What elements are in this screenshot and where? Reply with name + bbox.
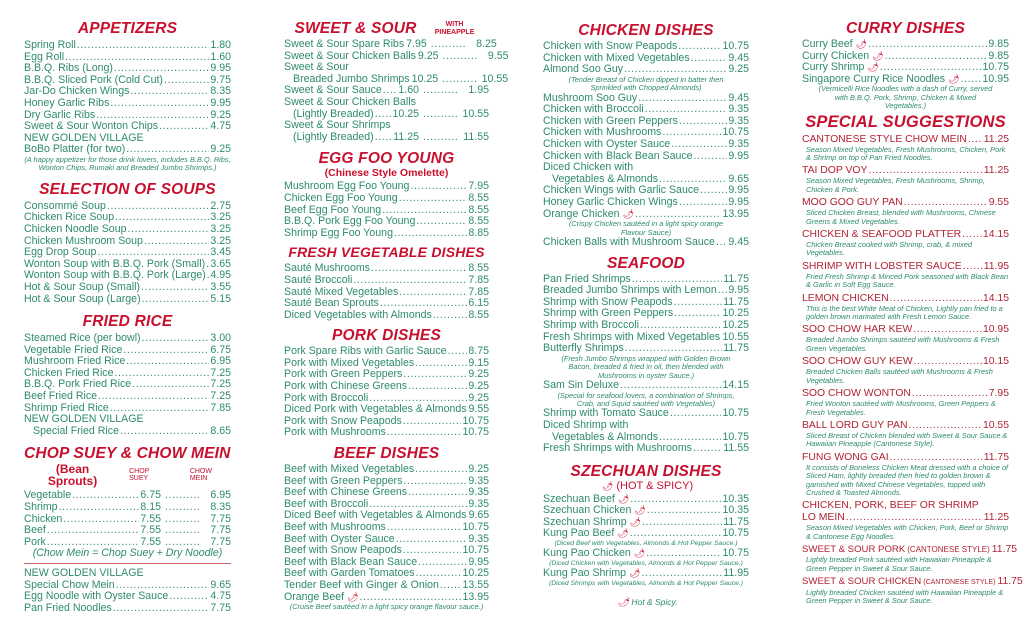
item-note: (Tender Breast of Chicken dipped in batter then Sprinkled with Chopped Almonds) <box>568 74 724 93</box>
section-title-fried-rice: FRIED RICE <box>82 313 173 331</box>
menu-item: Vegetable ..... 6.75 ..... 6.95 <box>24 490 231 502</box>
menu-item: Sweet & Sour Sauce ..... 1.60 ..... 1.95 <box>284 85 489 97</box>
appetizers-list <box>24 40 231 173</box>
item-note: Fried Fresh Shrimp & Minced Pork seasoned with Black Bean & Garlic in Soft Egg Sauce. <box>806 271 1009 290</box>
item-note: (Diced Beef with Vegetables, Almonds & Hot Pepper Sauce.) <box>554 540 738 548</box>
item-note: Sliced Chicken Breast, blended with Mushrooms, Chinese Greens & Mixed Vegetables. <box>806 208 996 226</box>
section-title-vegetable: FRESH VEGETABLE DISHES <box>288 244 485 261</box>
col-header-chow-mein: CHOW MEIN <box>189 468 212 483</box>
menu-item: SOO CHOW GUY KEW ..... 10.15 <box>802 356 1009 368</box>
menu-item: Egg Noodle with Oyster Sauce ..... 4.75 <box>24 591 231 603</box>
menu-item: Spring Roll ..... 1.80 <box>24 40 231 52</box>
menu-item: Vegetable Fried Rice ..... 6.75 <box>24 345 231 357</box>
item-note: (Special for seafood lovers, a combination of Shrimps, Crab, and Squid sautéed with Vegetables) <box>557 390 735 408</box>
menu-item: Fresh Shrimps with Mixed Vegetables ..... 10.55 <box>543 332 749 344</box>
menu-item: Beef with Snow Peapods ..... 10.75 <box>284 545 489 557</box>
menu-item: Shrimp Egg Foo Young ..... 8.85 <box>284 228 489 240</box>
menu-item: Shrimp with Snow Peapods ..... 11.75 <box>543 297 749 309</box>
menu-item: BALL LORD GUY PAN ..... 10.55 <box>802 420 1009 432</box>
menu-item: Honey Garlic Ribs ..... 9.95 <box>24 98 231 110</box>
menu-item: Diced Vegetables with Almonds ..... 8.55 <box>284 310 489 322</box>
chicken-list <box>543 41 749 249</box>
menu-item: Steamed Rice (per bowl) ..... 3.00 <box>24 333 231 345</box>
menu-item: Chicken with Black Bean Sauce ..... 9.95 <box>543 151 749 163</box>
item-note: Chicken Breast cooked with Shrimp, crab, & mixed Vegetables. <box>806 240 972 258</box>
menu-item: B.B.Q. Ribs (Long) ..... 9.95 <box>24 63 231 75</box>
menu-item: Breaded Jumbo Shrimps with Lemon ..... 9.95 <box>543 285 749 297</box>
menu-item: Pork with Broccoli ..... 9.25 <box>284 393 489 405</box>
menu-item: Jar-Do Chicken Wings ..... 8.35 <box>24 86 231 98</box>
section-title-egg-foo-young: EGG FOO YOUNG <box>318 150 455 168</box>
menu-item: B.B.Q. Pork Egg Foo Young ..... 8.55 <box>284 216 489 228</box>
menu-item: CHICKEN & SEAFOOD PLATTER ..... 14.15 <box>802 229 1009 241</box>
section-title-curry: CURRY DISHES <box>846 20 965 37</box>
menu-item: Chicken with Mixed Vegetables ..... 9.45 <box>543 53 749 65</box>
menu-item: Diced Pork with Vegetables & Almonds 9.55 <box>284 403 490 416</box>
menu-item: B.B.Q. Pork Fried Rice ..... 7.25 <box>24 379 231 391</box>
menu-item: Beef with Black Bean Sauce ..... 9.95 <box>284 557 489 569</box>
menu-item: Beef with Mushrooms ..... 10.75 <box>284 522 489 534</box>
menu-item: Pork with Mixed Vegetables ..... 9.15 <box>284 358 489 370</box>
menu-item: Chicken with Oyster Sauce ..... 9.35 <box>543 139 749 151</box>
menu-item: Dry Garlic Ribs ..... 9.25 <box>24 110 231 122</box>
menu-item: Shrimp with Green Peppers ..... 10.25 <box>543 308 749 320</box>
menu-item: Orange Beef 🌶 ..... 13.95 <box>284 592 489 604</box>
special-list <box>802 133 1023 606</box>
egg-foo-young-list <box>284 181 489 239</box>
menu-item: Curry Shrimp 🌶 ..... 10.75 <box>802 62 1009 74</box>
menu-item: Pork Spare Ribs with Garlic Sauce ..... 8.75 <box>284 346 489 358</box>
item-note: Breaded Jumbo Shrimps sautéed with Mushrooms & Fresh Green Vegetables. <box>806 335 1000 353</box>
menu-item: Kung Pao Shrimp 🌶 ..... 11.95 <box>543 568 749 580</box>
menu-item: Orange Chicken 🌶 ..... 13.95 <box>543 209 749 221</box>
menu-item: Chicken with Green Peppers ..... 9.35 <box>543 116 749 128</box>
menu-item-line1: Sweet & Sour Chicken Balls <box>284 95 416 108</box>
menu-item: Chicken with Snow Peapods ..... 10.75 <box>543 41 749 53</box>
subtitle-bean-sprouts: (Bean Sprouts) <box>47 462 98 489</box>
menu-item: Beef with Green Peppers ..... 9.35 <box>284 476 489 488</box>
menu-item: Wonton Soup with B.B.Q. Pork (Large) ..... 4.95 <box>24 270 231 282</box>
menu-item-line1: Sweet & Sour <box>284 61 349 74</box>
chop-suey-list <box>24 490 231 614</box>
item-note: (Fresh Jumbo Shrimps wrapped with Golden Brown Bacon, breaded & fried in oil, then blended with Mushrooms in oyster Sauce.) <box>561 353 731 380</box>
menu-item: (Lightly Breaded) ..... 10.25 ..... 10.55 <box>284 109 489 121</box>
menu-item: MOO GOO GUY PAN ..... 9.55 <box>802 197 1009 209</box>
chili-pepper-icon: 🌶 <box>867 62 879 73</box>
menu-item: Chicken ..... 7.55 ..... 7.75 <box>24 514 231 526</box>
menu-item: Shrimp Fried Rice ..... 7.85 <box>24 403 231 415</box>
menu-item: Chicken Egg Foo Young ..... 8.55 <box>284 193 489 205</box>
menu-item: Kung Pao Beef 🌶 ..... 10.75 <box>543 528 749 540</box>
menu-item: Mushroom Soo Guy ..... 9.45 <box>543 93 749 105</box>
menu-item-line1: Sweet & Sour Shrimps <box>284 119 391 132</box>
menu-item: Szechuan Chicken 🌶 ..... 10.35 <box>543 505 749 517</box>
item-note: (A happy appetizer for those drink lovers, includes B.B.Q. Ribs, Wonton Chips, Rumaki and Breaded Jumbo Shrimps.) <box>24 154 231 173</box>
menu-item: TAI DOP VOY ..... 11.25 <box>802 165 1009 177</box>
item-note: Season Mixed Vegetables, Fresh Mushrooms, Chicken, Pork & Shrimp on top of Pan Fried Noodles. <box>806 144 1006 162</box>
item-note: It consists of Boneless Chicken Meat dressed with a choice of Sliced Ham, lightly breaded then fried to golden brown & garnished with Mixed Chinese Vegetables, topped with Crushed & Toasted Almonds. <box>806 462 1009 497</box>
menu-item: Pan Fried Shrimps ..... 11.75 <box>543 274 749 286</box>
menu-item: Szechuan Beef 🌶 ..... 10.35 <box>543 494 749 506</box>
menu-item: Chicken Noodle Soup ..... 3.25 <box>24 224 231 236</box>
item-note: Fried Wonton sautéed with Mushrooms, Green Peppers & Fresh Vegetables. <box>806 399 996 417</box>
menu-item: SHRIMP WITH LOBSTER SAUCE ..... 11.95 <box>802 261 1009 273</box>
item-note: This is the best White Meat of Chicken, Lightly pan fried to a golden brown marinated with Fresh Lemon Sauce. <box>806 303 1003 322</box>
curry-list <box>802 39 1009 111</box>
chili-pepper-icon: 🌶 <box>601 480 614 491</box>
sweet-sour-header <box>284 20 489 37</box>
item-note: (Diced Chicken with Vegetables, Almonds & Hot Pepper Sauce.) <box>549 560 743 568</box>
menu-item: Pan Fried Noodles ..... 7.75 <box>24 603 231 615</box>
pork-list <box>284 346 489 439</box>
menu-item: Beef with Broccoli ..... 9.35 <box>284 499 489 511</box>
item-note: (Vermicelli Rice Noodles with a dash of Curry, served with B.B.Q. Pork, Shrimp, Chicken & Mixed Vegetables.) <box>818 84 993 111</box>
menu-item: Beef ..... 7.55 ..... 7.75 <box>24 525 231 537</box>
chili-pepper-icon: 🌶 <box>622 208 634 219</box>
menu-item: Shrimp ..... 8.15 ..... 8.35 <box>24 502 231 514</box>
menu-item: Sam Sin Deluxe ..... 14.15 <box>543 380 749 392</box>
section-title-appetizers: APPETIZERS <box>77 20 178 37</box>
menu-item: Curry Chicken 🌶 ..... 9.85 <box>802 51 1009 63</box>
chili-pepper-icon: 🌶 <box>948 73 960 84</box>
menu-item: Sweet & Sour Wonton Chips ..... 4.75 <box>24 121 231 133</box>
menu-item: Singapore Curry Rice Noodles 🌶 ..... 10.95 <box>802 74 1009 86</box>
platter-prefix: NEW GOLDEN VILLAGE <box>24 131 144 144</box>
menu-item: Sweet & Sour Chicken Balls 9.25 ..... 9.55 <box>284 51 489 63</box>
menu-item: Fresh Shrimps with Mushrooms ..... 11.55 <box>543 443 749 455</box>
chili-pepper-icon: 🌶 <box>872 50 884 61</box>
col-header-chop-suey: CHOP SUEY <box>129 468 150 483</box>
menu-item: Tender Beef with Ginger & Onion ..... 13.55 <box>284 580 489 592</box>
item-note: (Crispy Chicken sautéed in a light spicy orange Flavour Sauce) <box>568 219 724 237</box>
chop-suey-header <box>24 463 231 487</box>
chili-pepper-icon: 🌶 <box>855 39 868 49</box>
menu-item: Pork ..... 7.55 ..... 7.75 <box>24 537 231 549</box>
menu-column-1 <box>24 0 231 614</box>
item-note: (Diced Shrimps with Vegetables, Almonds & Hot Pepper Sauce.) <box>548 580 744 588</box>
item-note: Lightly breaded Chicken sautéed with Hawaiian Pineapple & Green Pepper in Sweet & Sour Sauce. <box>806 587 1004 606</box>
item-note: Season Mixed Vegetables, Fresh Mushrooms, Shrimp, Chicken & Pork. <box>806 176 985 194</box>
section-title-chop-suey: CHOP SUEY & CHOW MEIN <box>24 445 231 463</box>
menu-item: Curry Beef 🌶 ..... 9.85 <box>802 39 1009 51</box>
chili-pepper-icon: 🌶 <box>634 505 646 516</box>
menu-item: Pork with Green Peppers ..... 9.25 <box>284 369 489 381</box>
menu-item: Beef with Chinese Greens ..... 9.35 <box>284 487 489 499</box>
item-note: Sliced Breast of Chicken blended with Sweet & Sour Sauce & Hawaiian Pineapple (Cantonese Style). <box>806 430 1008 449</box>
menu-item: Pork with Chinese Greens ..... 9.25 <box>284 381 489 393</box>
menu-column-2 <box>284 0 509 612</box>
divider <box>24 563 231 564</box>
menu-item: Chicken Mushroom Soup ..... 3.25 <box>24 236 231 248</box>
soups-list <box>24 201 231 305</box>
menu-item: Consommé Soup ..... 2.75 <box>24 201 231 213</box>
menu-item: Vegetables & Almonds ..... 10.75 <box>543 432 749 444</box>
item-note: Season Mixed Vegetables with Chicken, Pork, Beef or Shrimp & Cantonese Egg Noodles. <box>806 523 1009 541</box>
extra-prefix: NEW GOLDEN VILLAGE <box>24 567 144 579</box>
menu-item: Egg Roll ..... 1.60 <box>24 52 231 64</box>
menu-item: Mushroom Egg Foo Young ..... 7.95 <box>284 181 489 193</box>
section-title-chicken: CHICKEN DISHES <box>578 22 714 39</box>
section-title-beef: BEEF DISHES <box>333 445 440 463</box>
sweet-sour-list <box>284 38 509 143</box>
item-note: Lightly breaded Pork sautéed with Hawaiian Pineapple & Green Pepper in Sweet & Sour Sauce. <box>806 555 992 573</box>
menu-item: Egg Drop Soup ..... 3.45 <box>24 247 231 259</box>
menu-item: Butterfly Shrimps ..... 11.75 <box>543 343 749 355</box>
menu-item: Sauté Mushrooms ..... 8.55 <box>284 263 489 275</box>
menu-item: Chicken Balls with Mushroom Sauce ..... 9.45 <box>543 237 749 249</box>
special-prefix: NEW GOLDEN VILLAGE <box>24 413 144 426</box>
section-title-special: SPECIAL SUGGESTIONS <box>805 112 1006 131</box>
beef-list <box>284 464 489 612</box>
section-title-szechuan: SZECHUAN DISHES <box>570 462 722 480</box>
menu-item: B.B.Q. Sliced Pork (Cold Cut) ..... 9.75 <box>24 75 231 87</box>
szechuan-list <box>543 494 749 589</box>
szechuan-subtitle: 🌶 (HOT & SPICY) <box>601 479 694 492</box>
menu-item: Breaded Jumbo Shrimps 10.25 ..... 10.55 <box>284 74 489 86</box>
spicy-legend: 🌶 Hot & Spicy. <box>617 597 678 608</box>
menu-item: (Lightly Breaded) ..... 11.25 ..... 11.55 <box>284 132 489 144</box>
menu-item: Shrimp with Broccoli ..... 10.25 <box>543 320 749 332</box>
menu-item: Szechuan Shrimp 🌶 ..... 11.75 <box>543 517 749 529</box>
section-title-pork: PORK DISHES <box>332 327 441 345</box>
section-title-seafood: SEAFOOD <box>606 254 686 272</box>
menu-item: Special Fried Rice ..... 8.65 <box>24 426 231 438</box>
menu-item: Beef Fried Rice ..... 7.25 <box>24 391 231 403</box>
menu-item: Beef with Mixed Vegetables ..... 9.25 <box>284 464 489 476</box>
subtitle-omelette: (Chinese Style Omelette) <box>324 167 449 180</box>
menu-item: Sweet & Sour Spare Ribs 7.95 ..... 8.25 <box>284 39 489 51</box>
menu-item: SOO CHOW WONTON ..... 7.95 <box>802 388 1009 400</box>
menu-item: LO MEIN ..... 11.25 <box>802 512 1009 524</box>
menu-item: Special Chow Mein ..... 9.65 <box>24 580 231 592</box>
menu-item: Chicken Rice Soup ..... 3.25 <box>24 212 231 224</box>
chili-pepper-icon: 🌶 <box>617 528 629 539</box>
with-pineapple-label: WITH PINEAPPLE <box>434 20 475 36</box>
menu-item: SWEET & SOUR CHICKEN (CANTONESE STYLE) 11.75 <box>802 575 1023 587</box>
menu-item: Mushroom Fried Rice ..... 6.95 <box>24 356 231 368</box>
item-note: Breaded Chicken Balls sautéed with Mushrooms & Fresh Vegetables. <box>806 367 993 385</box>
menu-column-3 <box>543 0 749 607</box>
menu-item: Chicken with Mushrooms ..... 10.75 <box>543 127 749 139</box>
menu-item: Chicken Fried Rice ..... 7.25 <box>24 368 231 380</box>
menu-item: SOO CHOW HAR KEW ..... 10.95 <box>802 324 1009 336</box>
chili-pepper-icon: 🌶 <box>633 548 646 559</box>
item-note: (Cruise Beef sautéed in a light spicy orange flavour sauce.) <box>289 602 484 612</box>
menu-item: Sauté Broccoli ..... 7.85 <box>284 275 489 287</box>
menu-item: Chicken Wings with Garlic Sauce ..... 9.95 <box>543 185 749 197</box>
seafood-list <box>543 274 749 455</box>
menu-item: Honey Garlic Chicken Wings ..... 9.95 <box>543 197 749 209</box>
menu-item: Wonton Soup with B.B.Q. Pork (Small) ..... 3.65 <box>24 259 231 271</box>
section-title-sweet-sour: SWEET & SOUR <box>294 20 417 37</box>
menu-item: Shrimp with Tomato Sauce ..... 10.75 <box>543 408 749 420</box>
chili-pepper-icon: 🌶 <box>617 493 630 504</box>
menu-item-line1: Diced Chicken with <box>543 161 634 174</box>
chili-pepper-icon: 🌶 <box>347 591 359 602</box>
menu-item: Sauté Bean Sprouts ..... 6.15 <box>284 298 489 310</box>
fried-rice-list <box>24 333 231 437</box>
menu-item: Almond Soo Guy ..... 9.25 <box>543 64 749 76</box>
menu-item: Diced Beef with Vegetables & Almonds 9.65 <box>284 509 490 522</box>
vegetable-list <box>284 263 489 321</box>
menu-item: SWEET & SOUR PORK (CANTONESE STYLE) 11.75 <box>802 544 1018 556</box>
menu-item: Vegetables & Almonds ..... 9.65 <box>543 174 749 186</box>
menu-item: Sauté Mixed Vegetables ..... 7.85 <box>284 287 489 299</box>
menu-item: Chicken with Broccoli ..... 9.35 <box>543 104 749 116</box>
menu-item: LEMON CHICKEN ..... 14.15 <box>802 293 1009 305</box>
menu-item-line1: Diced Shrimp with <box>543 418 629 431</box>
chow-mein-note: (Chow Mein = Chop Suey + Dry Noodle) <box>32 547 223 560</box>
chili-pepper-icon: 🌶 <box>617 597 629 608</box>
menu-item: Pork with Mushrooms ..... 10.75 <box>284 427 489 439</box>
menu-column-4 <box>802 0 1023 609</box>
menu-item: Beef Egg Foo Young ..... 8.55 <box>284 205 489 217</box>
chili-pepper-icon: 🌶 <box>629 568 641 579</box>
section-title-soups: SELECTION OF SOUPS <box>39 180 216 198</box>
menu-item-line1: CHICKEN, PORK, BEEF OR SHRIMP <box>802 500 979 512</box>
menu-item: Beef with Garden Tomatoes ..... 10.25 <box>284 568 489 580</box>
menu-item: CANTONESE STYLE CHOW MEIN ..... 11.25 <box>802 134 1009 146</box>
menu-item: BoBo Platter (for two) ..... 9.25 <box>24 144 231 156</box>
menu-item: Hot & Sour Soup (Small) ..... 3.55 <box>24 282 231 294</box>
menu-item: Kung Pao Chicken 🌶 ..... 10.75 <box>543 548 749 560</box>
chili-pepper-icon: 🌶 <box>629 516 642 527</box>
menu-item: Pork with Snow Peapods ..... 10.75 <box>284 416 489 428</box>
menu-item: FUNG WONG GAI ..... 11.75 <box>802 452 1009 464</box>
menu-item: Beef with Oyster Sauce ..... 9.35 <box>284 534 489 546</box>
menu-item: Hot & Sour Soup (Large) ..... 5.15 <box>24 294 231 306</box>
